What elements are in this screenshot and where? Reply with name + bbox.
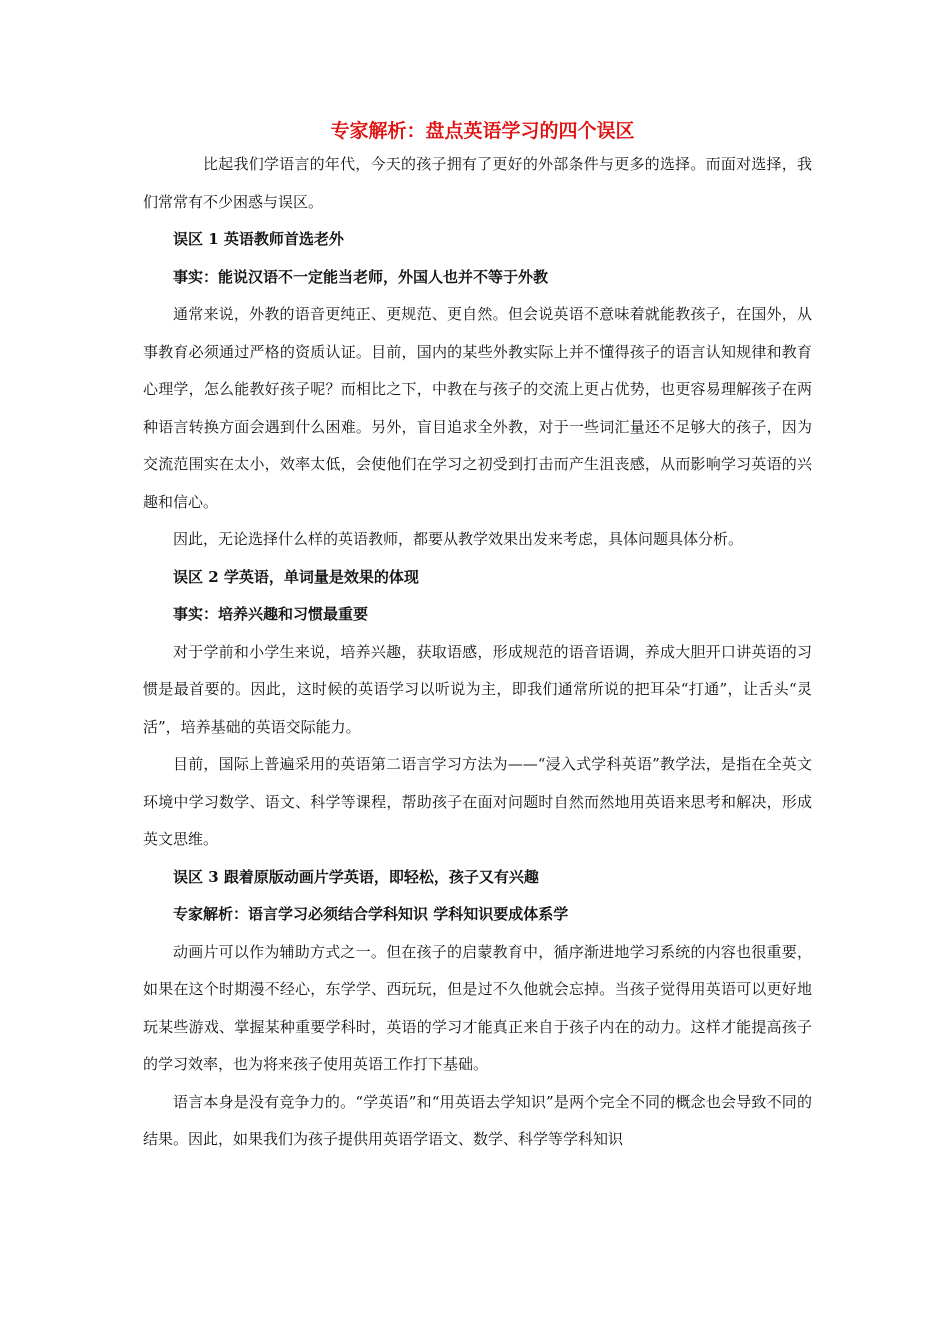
section-1-heading: 误区 1 英语教师首选老外	[173, 230, 344, 248]
section-2-paragraph-1: 对于学前和小学生来说，培养兴趣，获取语感，形成规范的语音语调，养成大胆开口讲英语的习惯是最首要的。因此，这时候的英语学习以听说为主，即我们通常所说的把耳朵“打通”，让舌头“灵活”，培养基础的英语交际能力。	[143, 642, 812, 736]
section-2-fact: 事实：培养兴趣和习惯最重要	[173, 605, 369, 623]
intro-paragraph: 比起我们学语言的年代，今天的孩子拥有了更好的外部条件与更多的选择。而面对选择，我们常常有不少困惑与误区。	[143, 155, 812, 211]
section-2-paragraph-2: 目前，国际上普遍采用的英语第二语言学习方法为——“浸入式学科英语”教学法，是指在全英文环境中学习数学、语文、科学等课程，帮助孩子在面对问题时自然而然地用英语来思考和解决，形成英文思维。	[143, 755, 812, 848]
document-title: 专家解析：盘点英语学习的四个误区	[330, 120, 635, 142]
section-2-heading: 误区 2 学英语，单词量是效果的体现	[173, 567, 419, 586]
section-3-paragraph-2: 语言本身是没有竞争力的。“学英语”和“用英语去学知识”是两个完全不同的概念也会导致不同的结果。因此，如果我们为孩子提供用英语学语文、数学、科学等学科知识	[143, 1092, 812, 1148]
section-3-heading: 误区 3 跟着原版动画片学英语，即轻松，孩子又有兴趣	[173, 867, 539, 886]
section-1-paragraph-1: 通常来说，外教的语音更纯正、更规范、更自然。但会说英语不意味着就能教孩子，在国外，从事教育必须通过严格的资质认证。目前，国内的某些外教实际上并不懂得孩子的语言认知规律和教育心理学，怎么能教好孩子呢？而相比之下，中教在与孩子的交流上更占优势，也更容易理解孩子在两种语言转换方面会遇到什么困难。另外，盲目追求全外教，对于一些词汇量还不足够大的孩子，因为交流范围实在太小，效率太低，会使他们在学习之初受到打击而产生沮丧感，从而影响学习英语的兴趣和信心。	[143, 305, 812, 511]
section-3-paragraph-1: 动画片可以作为辅助方式之一。但在孩子的启蒙教育中，循序渐进地学习系统的内容也很重要，如果在这个时期漫不经心，东学学、西玩玩，但是过不久他就会忘掉。当孩子觉得用英语可以更好地玩某些游戏、掌握某种重要学科时，英语的学习才能真正来自于孩子内在的动力。这样才能提高孩子的学习效率，也为将来孩子使用英语工作打下基础。	[143, 942, 812, 1073]
section-3-fact: 专家解析：语言学习必须结合学科知识 学科知识要成体系学	[173, 905, 569, 923]
section-1-fact: 事实：能说汉语不一定能当老师，外国人也并不等于外教	[173, 267, 549, 286]
section-1-paragraph-2: 因此，无论选择什么样的英语教师，都要从教学效果出发来考虑，具体问题具体分析。	[173, 530, 744, 548]
